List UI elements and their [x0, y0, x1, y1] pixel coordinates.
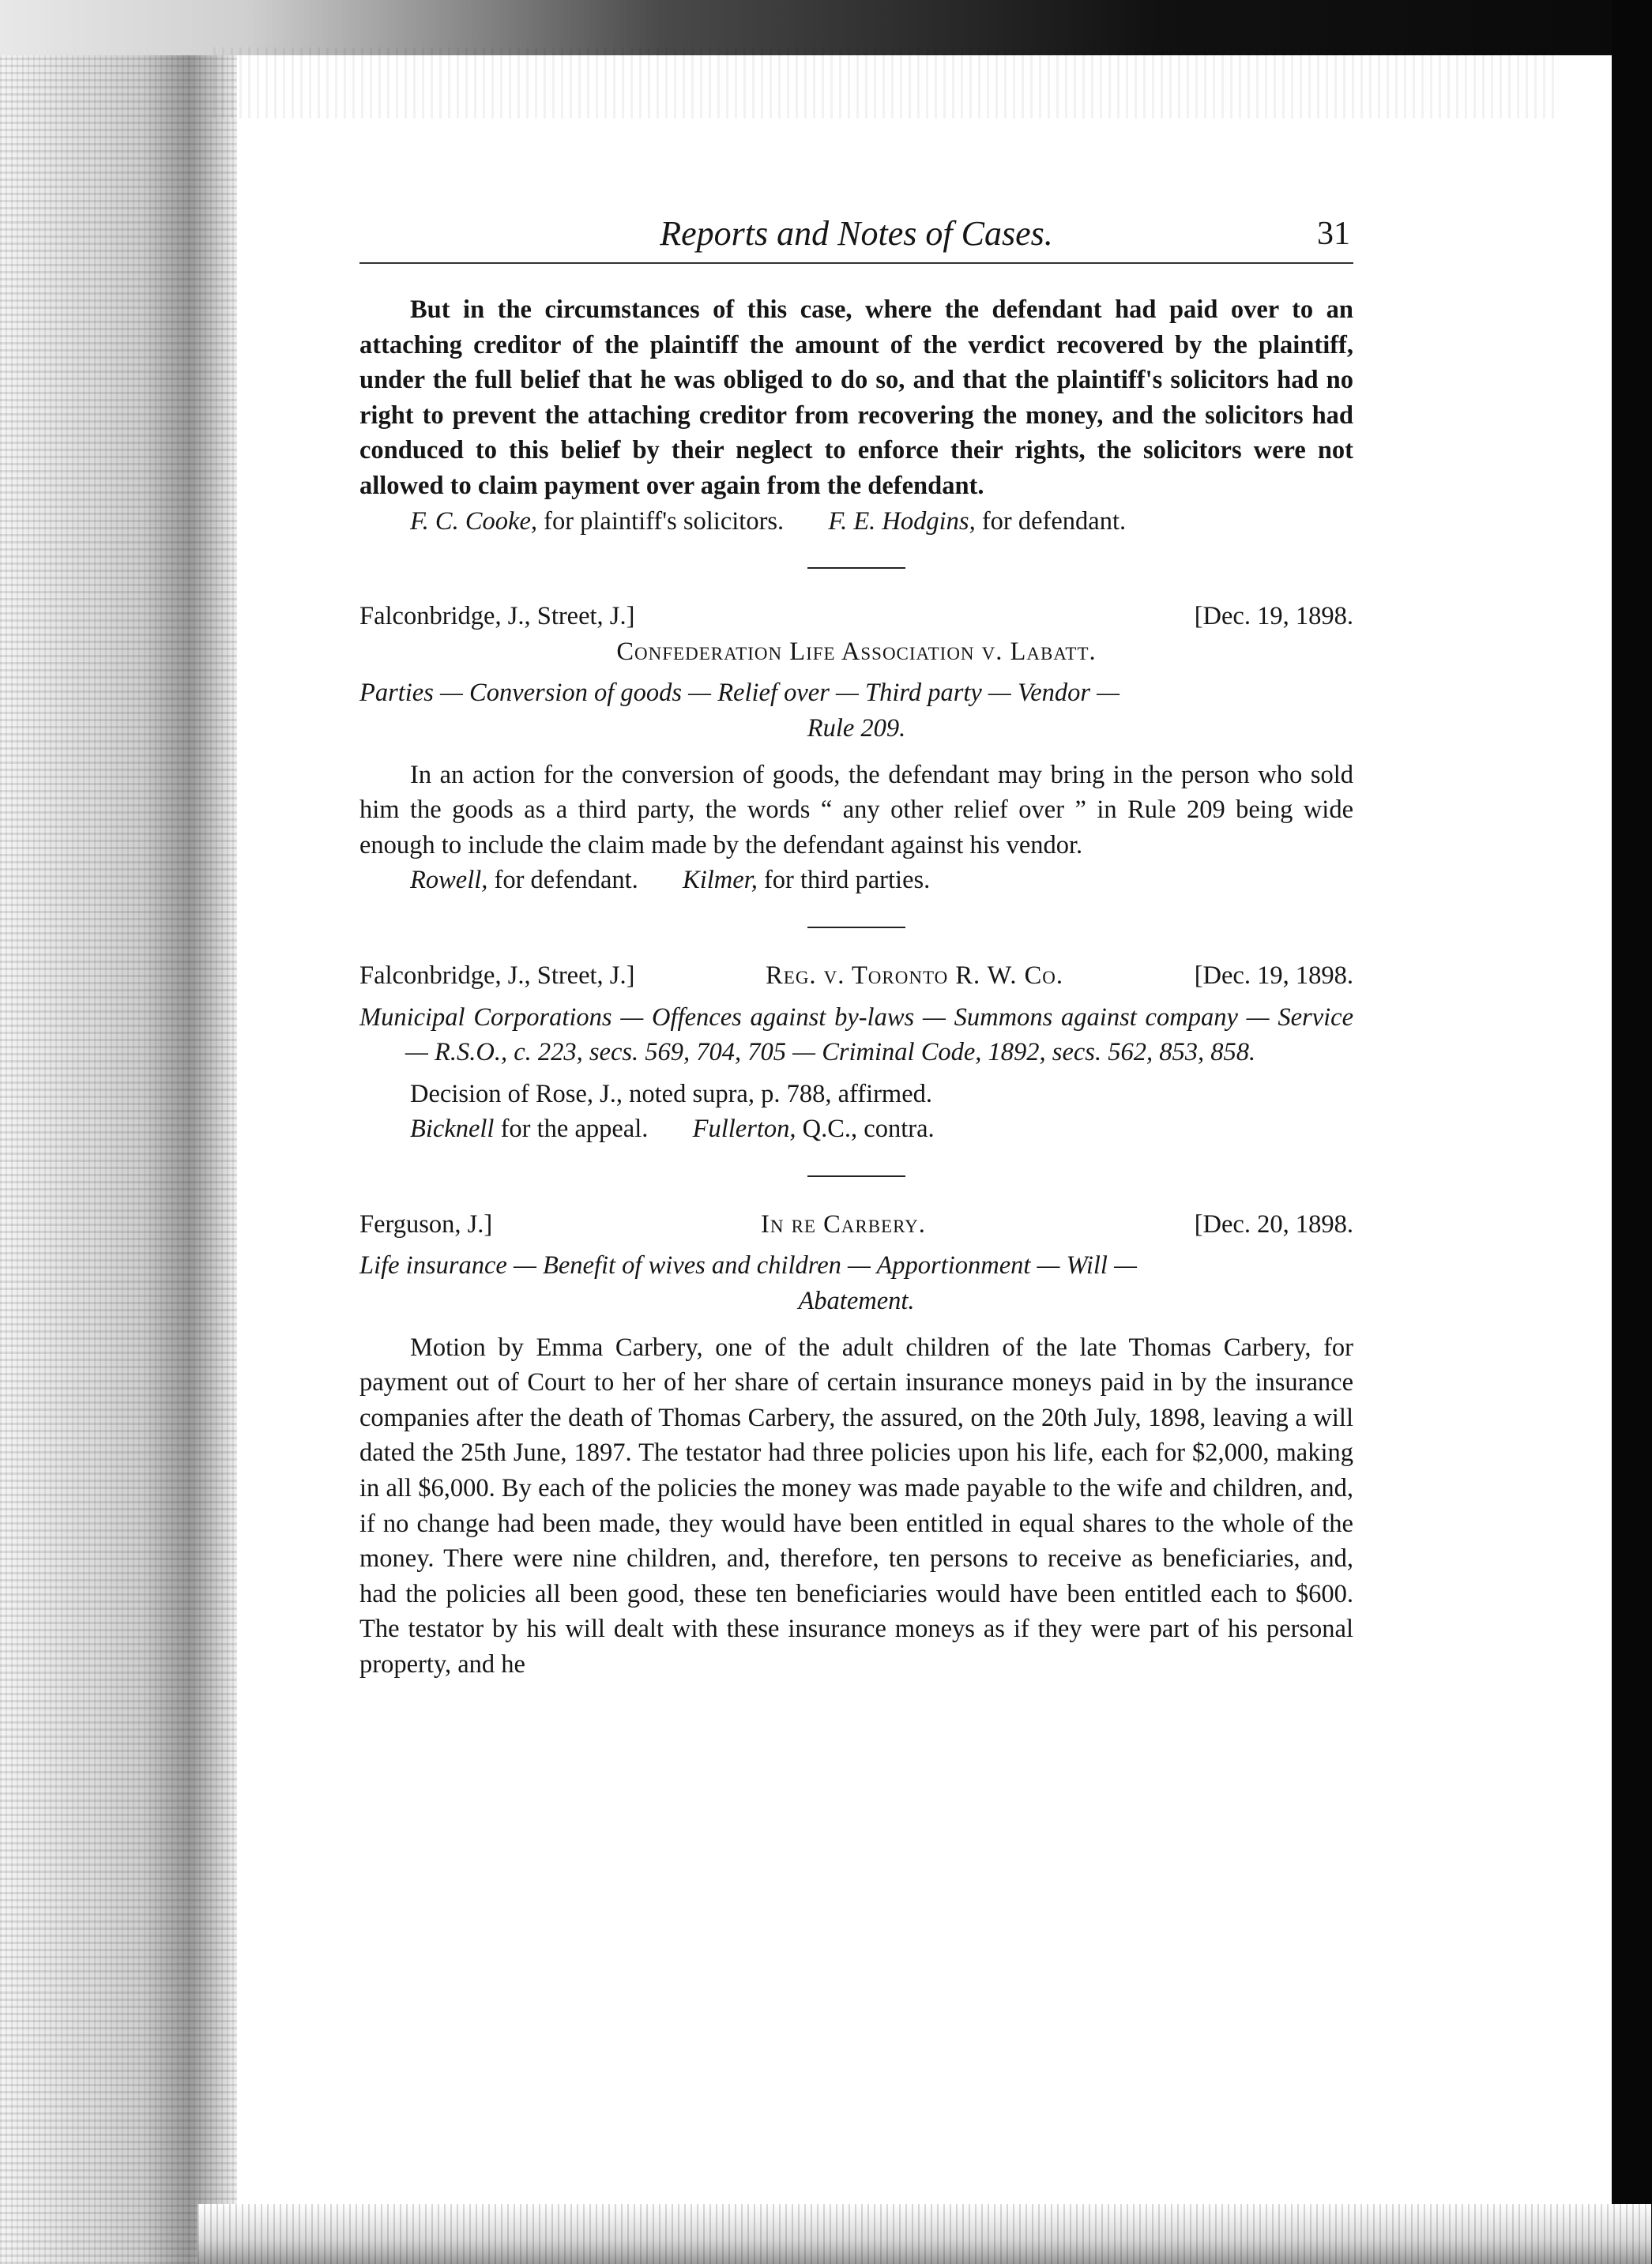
section-divider — [807, 927, 905, 928]
case1-counsel1-role: for plaintiff's solicitors. — [544, 506, 785, 536]
case2-heading-line — [359, 599, 1353, 634]
case3-judges: Falconbridge, J., Street, J.] — [359, 961, 635, 990]
case1-counsel1-name: F. C. Cooke, — [410, 506, 537, 536]
case3-counsel2-role: Q.C., contra. — [802, 1115, 935, 1144]
case4-catchwords-end: Abatement. — [798, 1287, 915, 1316]
case2-judges: Falconbridge, J., Street, J.] — [359, 602, 635, 631]
case4-style-of-cause: In re Carbery. — [761, 1209, 926, 1239]
case3-counsel2-name: Fullerton, — [692, 1115, 796, 1144]
page-number: 31 — [1317, 216, 1350, 252]
document-page — [359, 205, 1353, 1683]
case4-heading-line — [359, 1207, 1353, 1243]
case3-style-of-cause: Reg. v. Toronto R. W. Co. — [766, 961, 1064, 990]
case2-counsel1-role: for defendant. — [494, 866, 638, 895]
case3-decision: Decision of Rose, J., noted supra, p. 788, affirmed. — [410, 1079, 933, 1108]
case2-headnote-paragraph: In an action for the conversion of goods, the defendant may bring in the person who sold him the goods as a third party, the words “ any other relief over ” in Rule 209 being wide enough to include the claim made by the defendant against his vendor. — [359, 760, 1353, 859]
case4-catchwords: Life insurance — Benefit of wives and children — Apportionment — Will — — [359, 1251, 1137, 1281]
scan-bottom-edge-shadow — [198, 2204, 1651, 2264]
case2-counsel2-name: Kilmer, — [683, 866, 758, 895]
case3-counsel1-role: for the appeal. — [500, 1115, 649, 1144]
scan-left-margin-shadow — [0, 0, 237, 2264]
case1-counsel2-name: F. E. Hodgins, — [828, 506, 976, 536]
case4-date: [Dec. 20, 1898. — [1194, 1209, 1353, 1239]
case2-catchwords-end: Rule 209. — [807, 713, 906, 743]
case3-heading-line — [359, 958, 1353, 994]
section-divider — [807, 1175, 905, 1177]
case4-judge: Ferguson, J.] — [359, 1209, 493, 1239]
case3-counsel1-name: Bicknell — [410, 1115, 495, 1144]
case1-holding-paragraph: But in the circumstances of this case, where the defendant had paid over to an attaching creditor of the plaintiff the amount of the verdict recovered by the plaintiff, under the full belief that he was obliged to do so, and that the plaintiff's solicitors had no right to prevent the attaching creditor from recovering the money, and the solicitors had conduced to this belief by their neglect to enforce their rights, the solicitors were not allowed to claim payment over again from the defendant. — [359, 295, 1353, 500]
case3-catchwords: Municipal Corporations — Offences against by-laws — Summons against company — Service — R.S.O., c. 223, secs. 569, 704, 705 — Criminal Code, 1892, secs. 562, 853, 858. — [359, 1002, 1353, 1067]
case2-date: [Dec. 19, 1898. — [1194, 602, 1353, 631]
case2-counsel2-role: for third parties. — [763, 866, 931, 895]
running-title: Reports and Notes of Cases. — [660, 214, 1053, 253]
case2-counsel1-name: Rowell, — [410, 866, 488, 895]
case3-date: [Dec. 19, 1898. — [1194, 961, 1353, 990]
case2-style-of-cause: Confederation Life Association v. Labatt. — [616, 637, 1097, 666]
case2-catchwords: Parties — Conversion of goods — Relief over — Third party — Vendor — — [359, 679, 1120, 708]
running-header — [359, 205, 1353, 264]
case4-body-paragraph: Motion by Emma Carbery, one of the adult children of the late Thomas Carbery, for payment out of Court to her of her share of certain insurance moneys paid in by the insurance companies after the death of Thomas Carbery, the assured, on the 20th July, 1898, leaving a will dated the 25th June, 1897. The testator had three policies upon his life, each for $2,000, making in all $6,000. By each of the policies the money was made payable to the wife and children, and, if no change had been made, they would have been entitled in equal shares to the whole of the money. There were nine children, and, therefore, ten persons to receive as beneficiaries, and, had the policies all been good, these ten beneficiaries would have been entitled each to $600. The testator by his will dealt with these insurance moneys as if they were part of his personal property, and he — [359, 1333, 1353, 1679]
case1-counsel-line — [359, 504, 1353, 540]
section-divider — [807, 567, 905, 569]
case2-counsel-line — [359, 863, 1353, 898]
scan-right-edge-shadow — [1612, 0, 1652, 2264]
scan-top-noise — [213, 47, 1556, 118]
case1-counsel2-role: for defendant. — [981, 506, 1127, 536]
case3-counsel-line — [359, 1111, 1353, 1147]
